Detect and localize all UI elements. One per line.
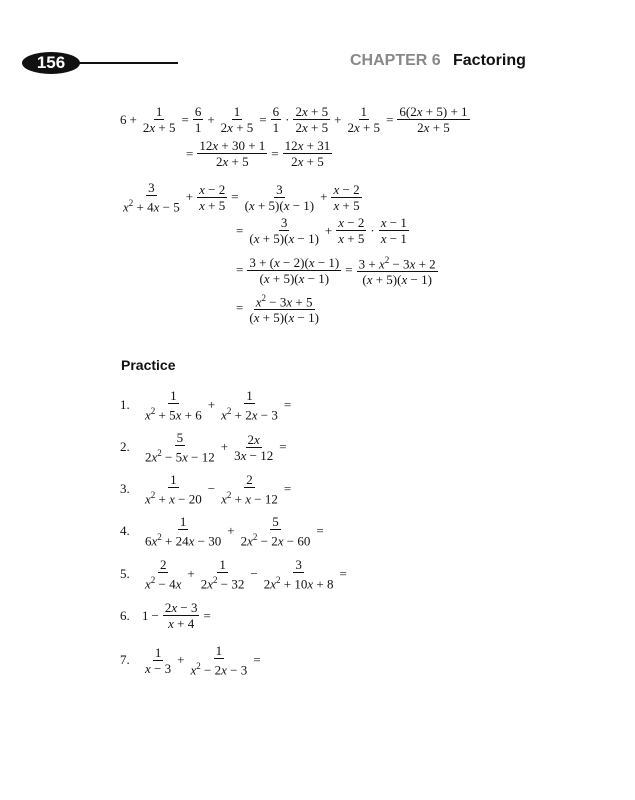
- example-2-line-1: 3 $x^2 + 4x - 5$ + $\frac{x - 2}{x + 5}$ = $\frac{3}{(x + 5)(x - 1)}$ + $\frac{x - 2}{x + 5}$: [123, 180, 360, 215]
- problem-3: 3. 1 $x^2 + x - 20$ − $\frac{2}{x^2 + x - 12}$ =: [120, 472, 292, 507]
- problem-number: 6.: [120, 607, 130, 623]
- problem-4: 4. 1 $6x^2 + 24x - 30$ + $\frac{5}{2x^2 - 2x - 60}$ =: [120, 514, 324, 549]
- problem-6: 6. 1 − $\frac{2x - 3}{x + 4}$ =: [120, 600, 211, 631]
- problem-number: 7.: [120, 652, 130, 668]
- example-1-line-1: 6 + $\frac{1}{2x + 5}$ = $\frac{6}{1}$ + $\frac{1}{2x + 5}$ = $\frac{6}{1}$ · 2x + 5 2x + 5 + $\frac{1}{2x + 5}$ = $\frac{6(2x + 5) + 1}{2x + 5}$: [120, 104, 468, 135]
- problem-number: 1.: [120, 397, 130, 413]
- problem-1: 1. 1 $x^2 + 5x + 6$ + $\frac{1}{x^2 + 2x - 3}$ =: [120, 388, 292, 423]
- problem-number: 2.: [120, 439, 130, 455]
- section-title: Practice: [121, 357, 176, 373]
- problem-number: 3.: [120, 481, 130, 497]
- chapter-label: CHAPTER 6: [350, 52, 441, 69]
- example-2-line-2: = $\frac{3}{(x + 5)(x - 1)}$ + $\frac{x - 2}{x + 5}$ · x − 1 x − 1: [236, 215, 407, 246]
- chapter-title: Factoring: [453, 52, 526, 69]
- page-number: 156: [22, 52, 80, 74]
- example-1-line-2: = $\frac{12x + 30 + 1}{2x + 5}$ = $\frac{12x + 31}{2x + 5}$: [186, 138, 331, 169]
- problem-number: 5.: [120, 566, 130, 582]
- problem-2: 2. 5 $2x^2 - 5x - 12$ + $\frac{2x}{3x - 12}$ =: [120, 430, 287, 465]
- example-2-line-4: = $\frac{x^2 - 3x + 5}{(x + 5)(x - 1)}$: [236, 293, 319, 326]
- example-2-line-3: = $\frac{3 + (x - 2)(x - 1)}{(x + 5)(x - 1)}$ = $\frac{3 + x^2 - 3x + 2}{(x + 5)(x - 1)}$: [236, 254, 436, 288]
- problem-5: 5. 2 $x^2 - 4x$ + $\frac{1}{2x^2 - 32}$ − $\frac{3}{2x^2 + 10x + 8}$ =: [120, 557, 347, 592]
- problem-7: 7. 1 x − 3 + $\frac{1}{x^2 - 2x - 3}$ =: [120, 643, 261, 678]
- problem-number: 4.: [120, 523, 130, 539]
